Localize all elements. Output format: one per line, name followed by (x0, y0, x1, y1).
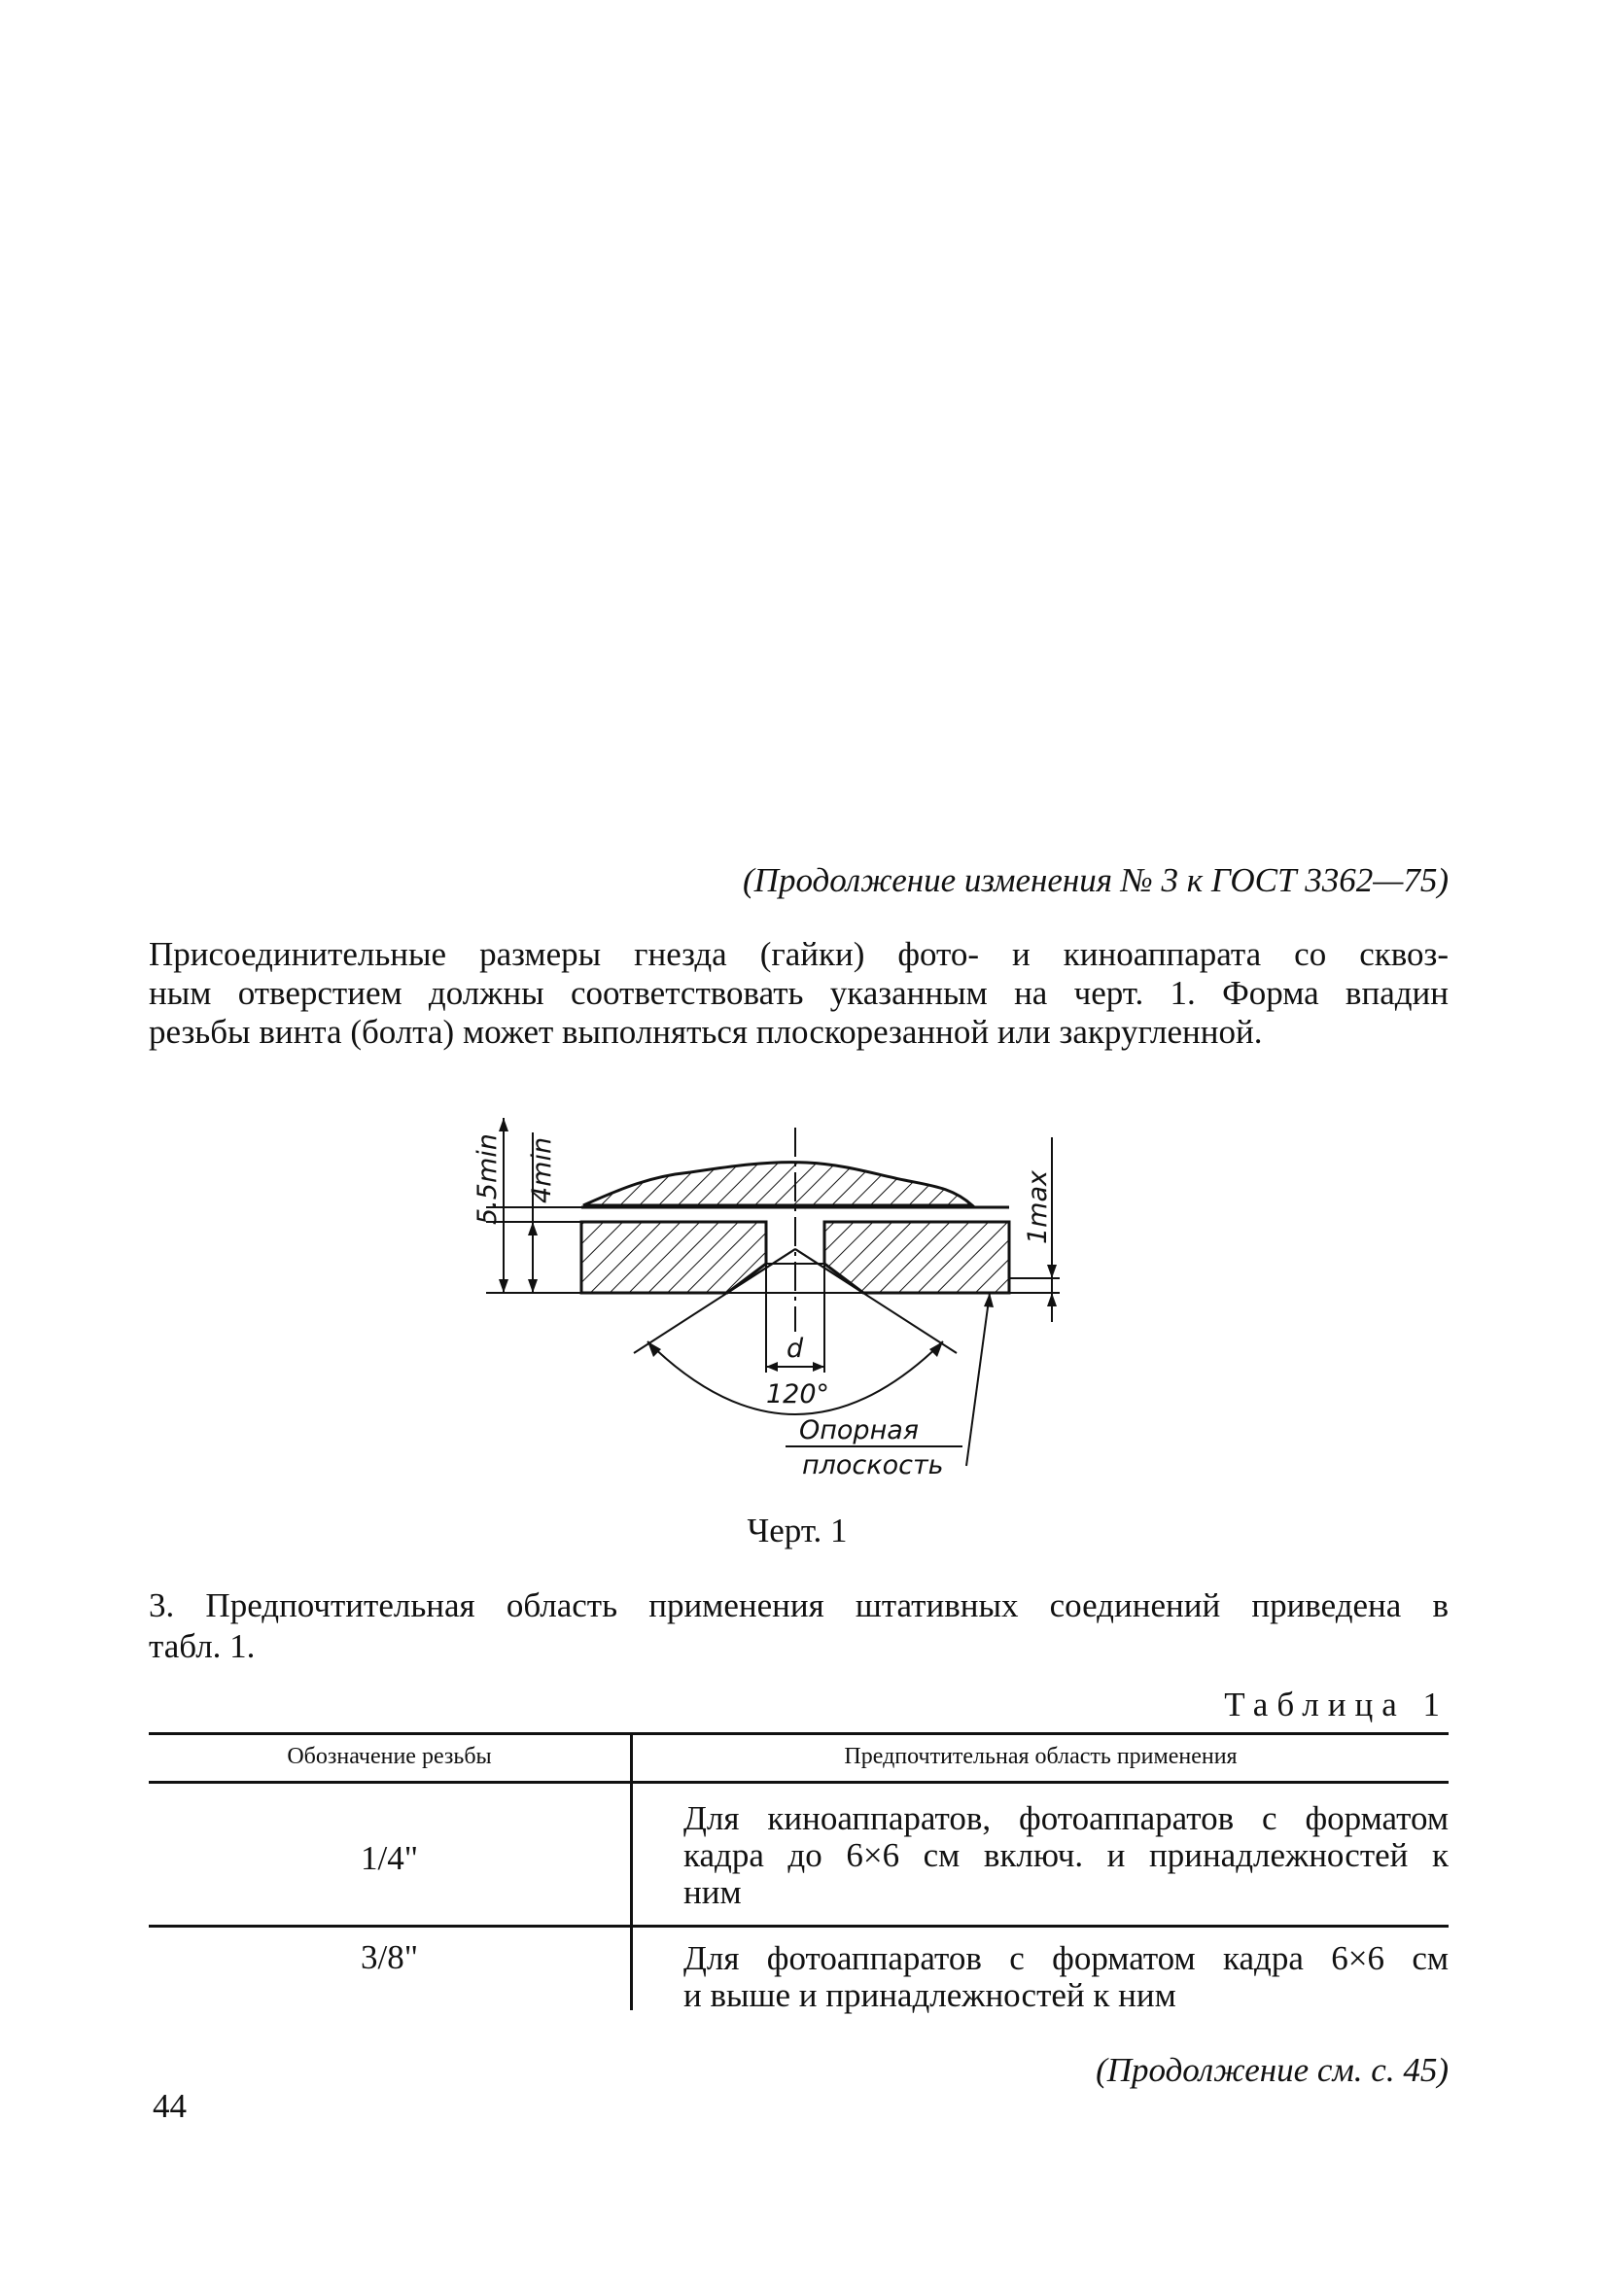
table-header-thread: Обозначение резьбы (287, 1744, 492, 1769)
page-number: 44 (153, 2087, 187, 2125)
arrow (647, 1341, 661, 1357)
plate-left-section (581, 1222, 766, 1293)
dim-label-d: d (787, 1334, 804, 1364)
plane-label-line1: Опорная (799, 1415, 920, 1445)
nut-upper-section (583, 1163, 972, 1205)
plane-leader (966, 1293, 990, 1466)
dim-label-4: 4min (527, 1136, 557, 1203)
arrow (499, 1118, 508, 1131)
arrow (499, 1279, 508, 1293)
arrow (1047, 1293, 1057, 1306)
cell-line: и выше и принадлежностей к ним (683, 1976, 1176, 2014)
item-3-paragraph (149, 1585, 1449, 1667)
table-label: Таблица 1 (1224, 1686, 1449, 1723)
cell-line: кадра до 6×6 см включ. и принадлежностей к (683, 1836, 1449, 1874)
arrow (766, 1362, 778, 1372)
dim-label-55: 5.5min (472, 1133, 503, 1225)
table-cell-thread: 1/4" (360, 1839, 418, 1877)
technical-drawing (457, 1098, 1099, 1497)
arrow (1047, 1265, 1057, 1278)
dim-label-1max: 1max (1023, 1169, 1053, 1244)
table-top-rule (149, 1732, 1449, 1735)
paragraph-line: резьбы винта (болта) может выполняться плоскорезанной или закругленной. (149, 1013, 1263, 1051)
paragraph-line: ным отверстием должны соответствовать указанным на черт. 1. Форма впадин (149, 974, 1449, 1012)
running-header: (Продолжение изменения № 3 к ГОСТ 3362—75) (743, 861, 1449, 899)
table-cell-application (683, 1800, 1449, 1911)
table-cell-application (683, 1940, 1449, 2014)
arrow (528, 1222, 538, 1235)
figure-caption: Черт. 1 (747, 1512, 848, 1549)
cell-line: ним (683, 1873, 742, 1911)
arrow (929, 1341, 943, 1357)
paragraph-line: Присоединительные размеры гнезда (гайки) фото- и киноаппарата со сквоз- (149, 935, 1449, 973)
plate-right-section (824, 1222, 1009, 1293)
intro-paragraph (149, 935, 1449, 1052)
cell-line: Для киноаппаратов, фотоаппаратов с форматом (683, 1799, 1449, 1837)
table-header-rule (149, 1781, 1449, 1784)
arrow (813, 1362, 824, 1372)
angle-label: 120° (766, 1379, 830, 1409)
table-row-rule (149, 1925, 1449, 1928)
arrow (528, 1279, 538, 1293)
continuation-note: (Продолжение см. с. 45) (1096, 2051, 1449, 2089)
item3-line: 3. Предпочтительная область применения штативных соединений приведена в (149, 1586, 1449, 1624)
item3-line: табл. 1. (149, 1627, 256, 1665)
cell-line: Для фотоаппаратов с форматом кадра 6×6 см (683, 1939, 1449, 1977)
table-header-application: Предпочтительная область применения (844, 1744, 1238, 1769)
table-cell-thread: 3/8" (360, 1938, 418, 1976)
table-column-divider (630, 1732, 633, 2010)
plane-label-line2: плоскость (802, 1450, 944, 1480)
